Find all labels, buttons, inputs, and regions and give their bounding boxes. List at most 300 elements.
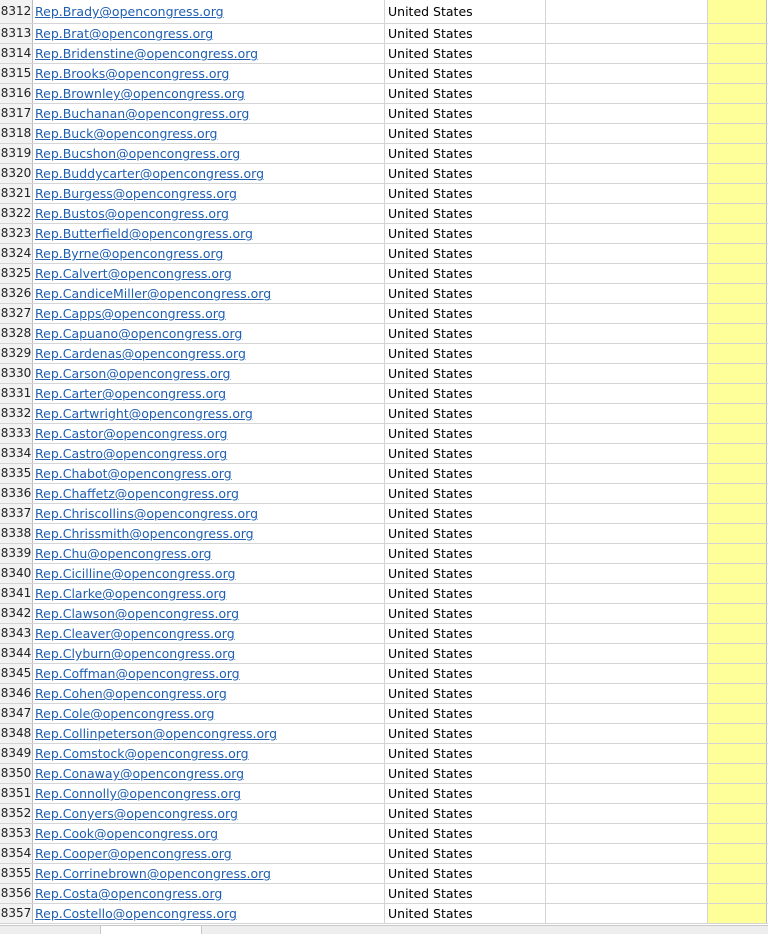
row-number[interactable]: 8322 <box>0 204 33 223</box>
empty-cell[interactable] <box>546 824 708 843</box>
email-link[interactable]: Rep.Brat@opencongress.org <box>35 26 214 41</box>
table-row <box>0 84 768 104</box>
empty-cell[interactable] <box>546 684 708 703</box>
table-row <box>0 564 768 584</box>
empty-cell[interactable] <box>546 264 708 283</box>
empty-cell[interactable] <box>546 324 708 343</box>
empty-cell[interactable] <box>546 404 708 423</box>
email-link[interactable]: Rep.Buchanan@opencongress.org <box>35 106 250 121</box>
table-row <box>0 764 768 784</box>
country-cell[interactable]: United States <box>385 424 546 443</box>
table-row <box>0 824 768 844</box>
email-cell[interactable] <box>33 624 385 643</box>
email-link[interactable]: Rep.Butterfield@opencongress.org <box>35 226 253 241</box>
row-number[interactable]: 8351 <box>0 784 33 803</box>
email-cell[interactable] <box>33 744 385 763</box>
email-cell[interactable] <box>33 704 385 723</box>
empty-cell[interactable] <box>546 644 708 663</box>
empty-cell[interactable] <box>546 144 708 163</box>
empty-cell[interactable] <box>546 884 708 903</box>
highlighted-cell[interactable] <box>708 104 767 123</box>
table-row <box>0 404 768 424</box>
empty-cell[interactable] <box>546 904 708 923</box>
email-cell[interactable] <box>33 84 385 103</box>
empty-cell[interactable] <box>546 584 708 603</box>
email-link[interactable]: Rep.Cicilline@opencongress.org <box>35 566 236 581</box>
highlighted-cell[interactable] <box>708 204 767 223</box>
table-row <box>0 744 768 764</box>
empty-cell[interactable] <box>546 604 708 623</box>
email-link[interactable]: Rep.Burgess@opencongress.org <box>35 186 237 201</box>
highlighted-cell[interactable] <box>708 704 767 723</box>
email-cell[interactable] <box>33 44 385 63</box>
row-number[interactable]: 8334 <box>0 444 33 463</box>
highlighted-cell[interactable] <box>708 364 767 383</box>
empty-cell[interactable] <box>546 724 708 743</box>
empty-cell[interactable] <box>546 424 708 443</box>
row-number[interactable]: 8349 <box>0 744 33 763</box>
empty-cell[interactable] <box>546 624 708 643</box>
row-number[interactable]: 8346 <box>0 684 33 703</box>
row-number[interactable]: 8357 <box>0 904 33 923</box>
row-number[interactable]: 8343 <box>0 624 33 643</box>
email-link[interactable]: Rep.Brooks@opencongress.org <box>35 66 230 81</box>
country-cell[interactable]: United States <box>385 704 546 723</box>
row-number[interactable]: 8348 <box>0 724 33 743</box>
email-link[interactable]: Rep.Brady@opencongress.org <box>35 4 224 19</box>
country-cell[interactable]: United States <box>385 484 546 503</box>
country-cell[interactable]: United States <box>385 624 546 643</box>
highlighted-cell[interactable] <box>708 624 767 643</box>
email-cell[interactable] <box>33 464 385 483</box>
empty-cell[interactable] <box>546 24 708 43</box>
row-number[interactable]: 8342 <box>0 604 33 623</box>
email-cell[interactable] <box>33 484 385 503</box>
email-link[interactable]: Rep.Cartwright@opencongress.org <box>35 406 253 421</box>
row-number[interactable]: 8332 <box>0 404 33 423</box>
row-number[interactable]: 8327 <box>0 304 33 323</box>
highlighted-cell[interactable] <box>708 224 767 243</box>
email-cell[interactable] <box>33 264 385 283</box>
empty-cell[interactable] <box>546 184 708 203</box>
email-cell[interactable] <box>33 644 385 663</box>
country-cell[interactable]: United States <box>385 844 546 863</box>
highlighted-cell[interactable] <box>708 564 767 583</box>
country-cell[interactable]: United States <box>385 164 546 183</box>
row-number[interactable]: 8344 <box>0 644 33 663</box>
country-cell[interactable]: United States <box>385 864 546 883</box>
empty-cell[interactable] <box>546 764 708 783</box>
email-link[interactable]: Rep.Costello@opencongress.org <box>35 906 237 921</box>
country-cell[interactable]: United States <box>385 84 546 103</box>
country-cell[interactable]: United States <box>385 744 546 763</box>
highlighted-cell[interactable] <box>708 824 767 843</box>
highlighted-cell[interactable] <box>708 344 767 363</box>
country-cell[interactable]: United States <box>385 644 546 663</box>
email-link[interactable]: Rep.Chrissmith@opencongress.org <box>35 526 254 541</box>
email-link[interactable]: Rep.Chabot@opencongress.org <box>35 466 232 481</box>
row-number[interactable]: 8339 <box>0 544 33 563</box>
highlighted-cell[interactable] <box>708 664 767 683</box>
table-row <box>0 364 768 384</box>
email-link[interactable]: Rep.Clarke@opencongress.org <box>35 586 227 601</box>
email-link[interactable]: Rep.Capuano@opencongress.org <box>35 326 243 341</box>
highlighted-cell[interactable] <box>708 604 767 623</box>
row-number[interactable]: 8320 <box>0 164 33 183</box>
highlighted-cell[interactable] <box>708 384 767 403</box>
email-link[interactable]: Rep.Corrinebrown@opencongress.org <box>35 866 271 881</box>
empty-cell[interactable] <box>546 844 708 863</box>
email-cell[interactable] <box>33 304 385 323</box>
country-cell[interactable]: United States <box>385 224 546 243</box>
highlighted-cell[interactable] <box>708 744 767 763</box>
email-cell[interactable] <box>33 504 385 523</box>
empty-cell[interactable] <box>546 64 708 83</box>
empty-cell[interactable] <box>546 704 708 723</box>
country-cell[interactable]: United States <box>385 284 546 303</box>
country-cell[interactable]: United States <box>385 264 546 283</box>
email-link[interactable]: Rep.Cook@opencongress.org <box>35 826 219 841</box>
empty-cell[interactable] <box>546 44 708 63</box>
country-cell[interactable]: United States <box>385 544 546 563</box>
row-number[interactable]: 8328 <box>0 324 33 343</box>
country-cell[interactable]: United States <box>385 804 546 823</box>
row-number[interactable]: 8324 <box>0 244 33 263</box>
email-cell[interactable] <box>33 164 385 183</box>
email-link[interactable]: Rep.Castor@opencongress.org <box>35 426 228 441</box>
email-cell[interactable] <box>33 184 385 203</box>
highlighted-cell[interactable] <box>708 844 767 863</box>
country-cell[interactable]: United States <box>385 244 546 263</box>
highlighted-cell[interactable] <box>708 464 767 483</box>
country-cell[interactable]: United States <box>385 684 546 703</box>
email-link[interactable]: Rep.Buddycarter@opencongress.org <box>35 166 265 181</box>
country-cell[interactable]: United States <box>385 204 546 223</box>
highlighted-cell[interactable] <box>708 864 767 883</box>
empty-cell[interactable] <box>546 364 708 383</box>
highlighted-cell[interactable] <box>708 264 767 283</box>
empty-cell[interactable] <box>546 864 708 883</box>
highlighted-cell[interactable] <box>708 284 767 303</box>
highlighted-cell[interactable] <box>708 524 767 543</box>
email-cell[interactable] <box>33 584 385 603</box>
row-number[interactable]: 8321 <box>0 184 33 203</box>
email-cell[interactable] <box>33 384 385 403</box>
row-number[interactable]: 8354 <box>0 844 33 863</box>
email-cell[interactable] <box>33 0 385 23</box>
row-number[interactable]: 8336 <box>0 484 33 503</box>
row-number[interactable]: 8347 <box>0 704 33 723</box>
email-cell[interactable] <box>33 224 385 243</box>
highlighted-cell[interactable] <box>708 444 767 463</box>
email-cell[interactable] <box>33 884 385 903</box>
row-number[interactable]: 8326 <box>0 284 33 303</box>
row-number[interactable]: 8318 <box>0 124 33 143</box>
highlighted-cell[interactable] <box>708 0 767 23</box>
country-cell[interactable]: United States <box>385 584 546 603</box>
country-cell[interactable]: United States <box>385 324 546 343</box>
row-number[interactable]: 8316 <box>0 84 33 103</box>
email-link[interactable]: Rep.Chriscollins@opencongress.org <box>35 506 258 521</box>
country-cell[interactable]: United States <box>385 104 546 123</box>
empty-cell[interactable] <box>546 0 708 23</box>
table-row <box>0 884 768 904</box>
empty-cell[interactable] <box>546 284 708 303</box>
row-number[interactable]: 8331 <box>0 384 33 403</box>
table-row <box>0 804 768 824</box>
row-number[interactable]: 8345 <box>0 664 33 683</box>
country-cell[interactable]: United States <box>385 24 546 43</box>
email-link[interactable]: Rep.Conaway@opencongress.org <box>35 766 245 781</box>
row-number[interactable]: 8317 <box>0 104 33 123</box>
email-cell[interactable] <box>33 424 385 443</box>
empty-cell[interactable] <box>546 204 708 223</box>
empty-cell[interactable] <box>546 484 708 503</box>
email-cell[interactable] <box>33 544 385 563</box>
row-number[interactable]: 8315 <box>0 64 33 83</box>
highlighted-cell[interactable] <box>708 544 767 563</box>
highlighted-cell[interactable] <box>708 784 767 803</box>
country-cell[interactable]: United States <box>385 124 546 143</box>
table-row <box>0 224 768 244</box>
country-cell[interactable]: United States <box>385 664 546 683</box>
country-cell[interactable]: United States <box>385 344 546 363</box>
country-cell[interactable]: United States <box>385 524 546 543</box>
highlighted-cell[interactable] <box>708 764 767 783</box>
email-link[interactable]: Rep.Connolly@opencongress.org <box>35 786 242 801</box>
email-cell[interactable] <box>33 24 385 43</box>
country-cell[interactable]: United States <box>385 604 546 623</box>
email-cell[interactable] <box>33 864 385 883</box>
email-link[interactable]: Rep.Carter@opencongress.org <box>35 386 227 401</box>
row-number[interactable]: 8338 <box>0 524 33 543</box>
highlighted-cell[interactable] <box>708 904 767 923</box>
email-cell[interactable] <box>33 664 385 683</box>
email-cell[interactable] <box>33 104 385 123</box>
email-cell[interactable] <box>33 824 385 843</box>
highlighted-cell[interactable] <box>708 484 767 503</box>
highlighted-cell[interactable] <box>708 64 767 83</box>
email-cell[interactable] <box>33 364 385 383</box>
highlighted-cell[interactable] <box>708 684 767 703</box>
country-cell[interactable]: United States <box>385 824 546 843</box>
email-cell[interactable] <box>33 344 385 363</box>
highlighted-cell[interactable] <box>708 504 767 523</box>
country-cell[interactable]: United States <box>385 384 546 403</box>
email-link[interactable]: Rep.CandiceMiller@opencongress.org <box>35 286 272 301</box>
empty-cell[interactable] <box>546 164 708 183</box>
empty-cell[interactable] <box>546 384 708 403</box>
highlighted-cell[interactable] <box>708 164 767 183</box>
highlighted-cell[interactable] <box>708 404 767 423</box>
table-row <box>0 0 768 24</box>
country-cell[interactable]: United States <box>385 724 546 743</box>
email-cell[interactable] <box>33 124 385 143</box>
table-row <box>0 104 768 124</box>
country-cell[interactable]: United States <box>385 444 546 463</box>
highlighted-cell[interactable] <box>708 124 767 143</box>
empty-cell[interactable] <box>546 784 708 803</box>
email-cell[interactable] <box>33 244 385 263</box>
country-cell[interactable]: United States <box>385 304 546 323</box>
email-cell[interactable] <box>33 284 385 303</box>
country-cell[interactable]: United States <box>385 884 546 903</box>
email-cell[interactable] <box>33 604 385 623</box>
email-cell[interactable] <box>33 684 385 703</box>
row-number[interactable]: 8330 <box>0 364 33 383</box>
highlighted-cell[interactable] <box>708 144 767 163</box>
highlighted-cell[interactable] <box>708 304 767 323</box>
row-number[interactable]: 8356 <box>0 884 33 903</box>
email-link[interactable]: Rep.Bustos@opencongress.org <box>35 206 229 221</box>
empty-cell[interactable] <box>546 304 708 323</box>
email-cell[interactable] <box>33 564 385 583</box>
highlighted-cell[interactable] <box>708 804 767 823</box>
country-cell[interactable]: United States <box>385 64 546 83</box>
empty-cell[interactable] <box>546 544 708 563</box>
table-row <box>0 304 768 324</box>
row-number[interactable]: 8355 <box>0 864 33 883</box>
table-row <box>0 604 768 624</box>
email-link[interactable]: Rep.Buck@opencongress.org <box>35 126 218 141</box>
email-link[interactable]: Rep.Bridenstine@opencongress.org <box>35 46 259 61</box>
email-link[interactable]: Rep.Byrne@opencongress.org <box>35 246 224 261</box>
highlighted-cell[interactable] <box>708 324 767 343</box>
empty-cell[interactable] <box>546 524 708 543</box>
table-row <box>0 144 768 164</box>
row-number[interactable]: 8353 <box>0 824 33 843</box>
highlighted-cell[interactable] <box>708 244 767 263</box>
empty-cell[interactable] <box>546 224 708 243</box>
email-link[interactable]: Rep.Cohen@opencongress.org <box>35 686 227 701</box>
email-link[interactable]: Rep.Calvert@opencongress.org <box>35 266 232 281</box>
email-link[interactable]: Rep.Carson@opencongress.org <box>35 366 231 381</box>
empty-cell[interactable] <box>546 564 708 583</box>
highlighted-cell[interactable] <box>708 724 767 743</box>
email-link[interactable]: Rep.Chu@opencongress.org <box>35 546 212 561</box>
row-number[interactable]: 8325 <box>0 264 33 283</box>
email-link[interactable]: Rep.Collinpeterson@opencongress.org <box>35 726 278 741</box>
row-number[interactable]: 8314 <box>0 44 33 63</box>
email-link[interactable]: Rep.Cole@opencongress.org <box>35 706 215 721</box>
row-number[interactable]: 8319 <box>0 144 33 163</box>
row-number[interactable]: 8329 <box>0 344 33 363</box>
email-cell[interactable] <box>33 784 385 803</box>
email-link[interactable]: Rep.Cooper@opencongress.org <box>35 846 232 861</box>
country-cell[interactable]: United States <box>385 764 546 783</box>
email-link[interactable]: Rep.Coffman@opencongress.org <box>35 666 240 681</box>
empty-cell[interactable] <box>546 344 708 363</box>
row-number[interactable]: 8341 <box>0 584 33 603</box>
row-number[interactable]: 8340 <box>0 564 33 583</box>
table-row <box>0 904 768 924</box>
row-number[interactable]: 8312 <box>0 0 33 23</box>
email-cell[interactable] <box>33 844 385 863</box>
email-link[interactable]: Rep.Clyburn@opencongress.org <box>35 646 236 661</box>
empty-cell[interactable] <box>546 504 708 523</box>
empty-cell[interactable] <box>546 464 708 483</box>
row-number[interactable]: 8313 <box>0 24 33 43</box>
highlighted-cell[interactable] <box>708 584 767 603</box>
email-cell[interactable] <box>33 724 385 743</box>
email-link[interactable]: Rep.Cleaver@opencongress.org <box>35 626 235 641</box>
email-link[interactable]: Rep.Chaffetz@opencongress.org <box>35 486 239 501</box>
highlighted-cell[interactable] <box>708 24 767 43</box>
email-link[interactable]: Rep.Castro@opencongress.org <box>35 446 228 461</box>
country-cell[interactable]: United States <box>385 144 546 163</box>
row-number[interactable]: 8352 <box>0 804 33 823</box>
table-row <box>0 204 768 224</box>
email-link[interactable]: Rep.Conyers@opencongress.org <box>35 806 238 821</box>
email-cell[interactable] <box>33 404 385 423</box>
country-cell[interactable]: United States <box>385 364 546 383</box>
empty-cell[interactable] <box>546 444 708 463</box>
table-row <box>0 844 768 864</box>
highlighted-cell[interactable] <box>708 184 767 203</box>
email-cell[interactable] <box>33 764 385 783</box>
email-cell[interactable] <box>33 524 385 543</box>
email-cell[interactable] <box>33 904 385 923</box>
empty-cell[interactable] <box>546 244 708 263</box>
email-link[interactable]: Rep.Brownley@opencongress.org <box>35 86 245 101</box>
highlighted-cell[interactable] <box>708 84 767 103</box>
table-row <box>0 244 768 264</box>
row-number[interactable]: 8335 <box>0 464 33 483</box>
empty-cell[interactable] <box>546 744 708 763</box>
email-cell[interactable] <box>33 444 385 463</box>
country-cell[interactable]: United States <box>385 44 546 63</box>
row-number[interactable]: 8350 <box>0 764 33 783</box>
table-row <box>0 64 768 84</box>
table-row <box>0 584 768 604</box>
row-number[interactable]: 8323 <box>0 224 33 243</box>
email-cell[interactable] <box>33 204 385 223</box>
email-link[interactable]: Rep.Costa@opencongress.org <box>35 886 223 901</box>
highlighted-cell[interactable] <box>708 644 767 663</box>
highlighted-cell[interactable] <box>708 44 767 63</box>
table-row <box>0 484 768 504</box>
email-cell[interactable] <box>33 324 385 343</box>
country-cell[interactable]: United States <box>385 504 546 523</box>
country-cell[interactable]: United States <box>385 0 546 23</box>
email-link[interactable]: Rep.Cardenas@opencongress.org <box>35 346 246 361</box>
country-cell[interactable]: United States <box>385 404 546 423</box>
highlighted-cell[interactable] <box>708 884 767 903</box>
country-cell[interactable]: United States <box>385 564 546 583</box>
empty-cell[interactable] <box>546 104 708 123</box>
table-row <box>0 44 768 64</box>
empty-cell[interactable] <box>546 84 708 103</box>
country-cell[interactable]: United States <box>385 784 546 803</box>
email-link[interactable]: Rep.Capps@opencongress.org <box>35 306 226 321</box>
row-number[interactable]: 8337 <box>0 504 33 523</box>
row-number[interactable]: 8333 <box>0 424 33 443</box>
empty-cell[interactable] <box>546 664 708 683</box>
table-row <box>0 784 768 804</box>
empty-cell[interactable] <box>546 804 708 823</box>
email-link[interactable]: Rep.Comstock@opencongress.org <box>35 746 249 761</box>
email-cell[interactable] <box>33 804 385 823</box>
email-link[interactable]: Rep.Bucshon@opencongress.org <box>35 146 241 161</box>
country-cell[interactable]: United States <box>385 464 546 483</box>
empty-cell[interactable] <box>546 124 708 143</box>
highlighted-cell[interactable] <box>708 424 767 443</box>
email-link[interactable]: Rep.Clawson@opencongress.org <box>35 606 240 621</box>
email-cell[interactable] <box>33 64 385 83</box>
email-cell[interactable] <box>33 144 385 163</box>
country-cell[interactable]: United States <box>385 184 546 203</box>
country-cell[interactable]: United States <box>385 904 546 923</box>
